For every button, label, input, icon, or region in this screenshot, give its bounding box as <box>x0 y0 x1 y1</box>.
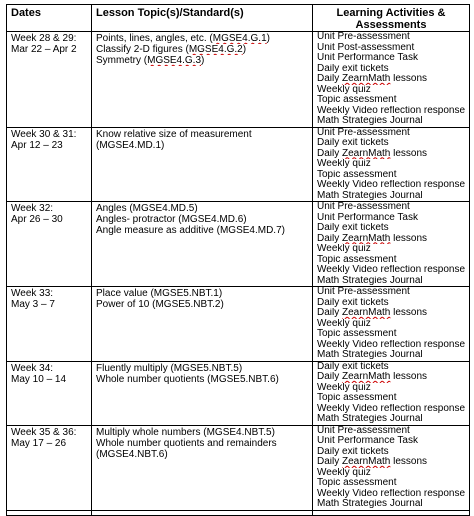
table-row <box>7 361 470 425</box>
dates-cell <box>7 32 92 128</box>
activity-item: Weekly Video reflection response <box>317 105 465 116</box>
date-line: May 10 – 14 <box>11 373 67 385</box>
activity-item: Math Strategies Journal <box>317 414 423 424</box>
spellcheck-mark: ZearnMath <box>342 457 391 467</box>
empty-cell <box>7 510 92 515</box>
activity-item: Daily exit tickets <box>317 63 389 74</box>
topics-cell <box>92 425 313 510</box>
activity-item: Topic assessment <box>317 478 397 488</box>
activity-item: Topic assessment <box>317 254 397 265</box>
header-activities <box>313 5 470 32</box>
activity-item: Unit Performance Task <box>317 53 418 63</box>
activity-item: Daily ZearnMath lessons <box>317 457 428 467</box>
activity-item: Unit Pre-assessment <box>317 202 410 212</box>
topic-line: Multiply whole numbers (MGSE4.NBT.5) <box>96 426 275 438</box>
activity-item: Unit Pre-assessment <box>317 287 410 297</box>
topics-cell <box>92 32 313 128</box>
activity-item: Daily ZearnMath lessons <box>317 233 428 244</box>
header-dates: Dates <box>7 5 92 32</box>
empty-cell <box>313 510 470 515</box>
topic-line: Place value (MGSE5.NBT.1) <box>96 288 223 299</box>
table-row <box>7 287 470 362</box>
activity-item: Daily exit tickets <box>317 138 389 148</box>
date-line: Week 35 & 36: <box>11 426 77 438</box>
activities-cell <box>313 202 470 287</box>
activity-item: Unit Post-assessment <box>317 42 415 53</box>
spellcheck-mark: ZearnMath <box>342 372 391 382</box>
activity-item: Math Strategies Journal <box>317 116 423 126</box>
date-line: Week 32: <box>11 203 54 214</box>
activity-item: Math Strategies Journal <box>317 350 423 360</box>
header-topics: Lesson Topic(s)/Standard(s) <box>92 5 313 32</box>
header-row <box>7 5 470 32</box>
date-line: Week 30 & 31: <box>11 128 77 140</box>
activity-item: Math Strategies Journal <box>317 499 423 509</box>
activity-item: Daily exit tickets <box>317 361 389 372</box>
activity-item: Weekly Video reflection response <box>317 488 465 499</box>
dates-cell <box>7 202 92 287</box>
activity-item: Daily ZearnMath lessons <box>317 308 428 318</box>
activity-item: Unit Pre-assessment <box>317 32 410 42</box>
table-row <box>7 127 470 202</box>
spellcheck-mark: MGSE4.G.3 <box>147 55 202 66</box>
topics-cell <box>92 127 313 202</box>
table-row <box>7 202 470 287</box>
topic-line: Fluently multiply (MGSE5.NBT.5) <box>96 362 243 374</box>
activity-item: Weekly Video reflection response <box>317 339 465 350</box>
activity-item: Weekly Video reflection response <box>317 265 465 275</box>
spellcheck-mark: ZearnMath <box>342 308 391 318</box>
activity-item: Unit Performance Task <box>317 436 418 446</box>
activity-item: Unit Pre-assessment <box>317 127 410 138</box>
topic-line: Angles- protractor (MGSE4.MD.6) <box>96 214 247 225</box>
topic-line: Symmetry (MGSE4.G.3) <box>96 55 205 66</box>
activity-item: Weekly quiz <box>317 84 371 95</box>
topics-cell <box>92 361 313 425</box>
date-line: May 3 – 7 <box>11 299 55 310</box>
date-line: Week 34: <box>11 362 54 374</box>
empty-cell <box>92 510 313 515</box>
activities-cell <box>313 425 470 510</box>
spellcheck-mark: ZearnMath <box>342 233 391 244</box>
activity-item: Weekly Video reflection response <box>317 403 465 414</box>
activities-cell <box>313 32 470 128</box>
activity-item: Daily ZearnMath lessons <box>317 74 428 84</box>
activities-cell <box>313 361 470 425</box>
topics-cell <box>92 287 313 362</box>
activity-item: Weekly Video reflection response <box>317 180 465 190</box>
spellcheck-mark: ZearnMath <box>342 74 391 84</box>
activity-item: Unit Pre-assessment <box>317 425 410 436</box>
table-row <box>7 425 470 510</box>
activity-item: Weekly quiz <box>317 244 371 254</box>
activity-item: Weekly quiz <box>317 467 371 478</box>
topic-line: Whole number quotients (MGSE5.NBT.6) <box>96 373 279 385</box>
activity-item: Topic assessment <box>317 393 397 403</box>
topic-line: (MGSE4.MD.1) <box>96 139 165 151</box>
topic-line: Points, lines, angles, etc. (MGSE4.G.1) <box>96 33 270 44</box>
date-line: Apr 12 – 23 <box>11 139 63 151</box>
topic-line: Power of 10 (MGSE5.NBT.2) <box>96 299 224 310</box>
spellcheck-mark: MGSE4.G.2 <box>188 44 243 55</box>
spellcheck-mark: ZearnMath <box>342 148 391 159</box>
activities-cell <box>313 287 470 362</box>
topic-line: Whole number quotients and remainders <box>96 437 277 449</box>
topics-cell <box>92 202 313 287</box>
date-line: Week 28 & 29: <box>11 33 77 44</box>
spellcheck-mark: MGSE4.G.1 <box>212 33 267 44</box>
dates-cell <box>7 425 92 510</box>
topic-line: Classify 2-D figures (MGSE4.G.2) <box>96 44 247 55</box>
activity-item: Weekly quiz <box>317 318 371 329</box>
activity-item: Topic assessment <box>317 95 397 105</box>
table-row <box>7 32 470 128</box>
activity-item: Topic assessment <box>317 169 397 180</box>
date-line: Week 33: <box>11 288 54 299</box>
activity-item: Daily ZearnMath lessons <box>317 372 428 382</box>
topic-line: Angle measure as additive (MGSE4.MD.7) <box>96 225 285 236</box>
lesson-plan-table <box>6 4 470 516</box>
topic-line: (MGSE4.NBT.6) <box>96 448 168 460</box>
dates-cell <box>7 361 92 425</box>
topic-line: Know relative size of measurement <box>96 128 252 140</box>
table-row-partial <box>7 510 470 515</box>
activity-item: Daily exit tickets <box>317 446 389 457</box>
date-line: Apr 26 – 30 <box>11 214 63 225</box>
activity-item: Weekly quiz <box>317 159 371 169</box>
activity-item: Math Strategies Journal <box>317 190 423 201</box>
header-activities-line2: Assessments <box>355 19 427 31</box>
date-line: Mar 22 – Apr 2 <box>11 44 77 55</box>
activity-item: Unit Performance Task <box>317 212 418 223</box>
header-activities-line1: Learning Activities & <box>336 7 446 19</box>
dates-cell <box>7 127 92 202</box>
activity-item: Topic assessment <box>317 329 397 339</box>
activity-item: Math Strategies Journal <box>317 275 423 286</box>
activity-item: Daily ZearnMath lessons <box>317 148 428 159</box>
activity-item: Daily exit tickets <box>317 223 389 233</box>
date-line: May 17 – 26 <box>11 437 67 449</box>
table-body <box>7 32 470 516</box>
activities-cell <box>313 127 470 202</box>
activity-item: Daily exit tickets <box>317 297 389 308</box>
dates-cell <box>7 287 92 362</box>
topic-line: Angles (MGSE4.MD.5) <box>96 203 198 214</box>
activity-item: Weekly quiz <box>317 382 371 393</box>
